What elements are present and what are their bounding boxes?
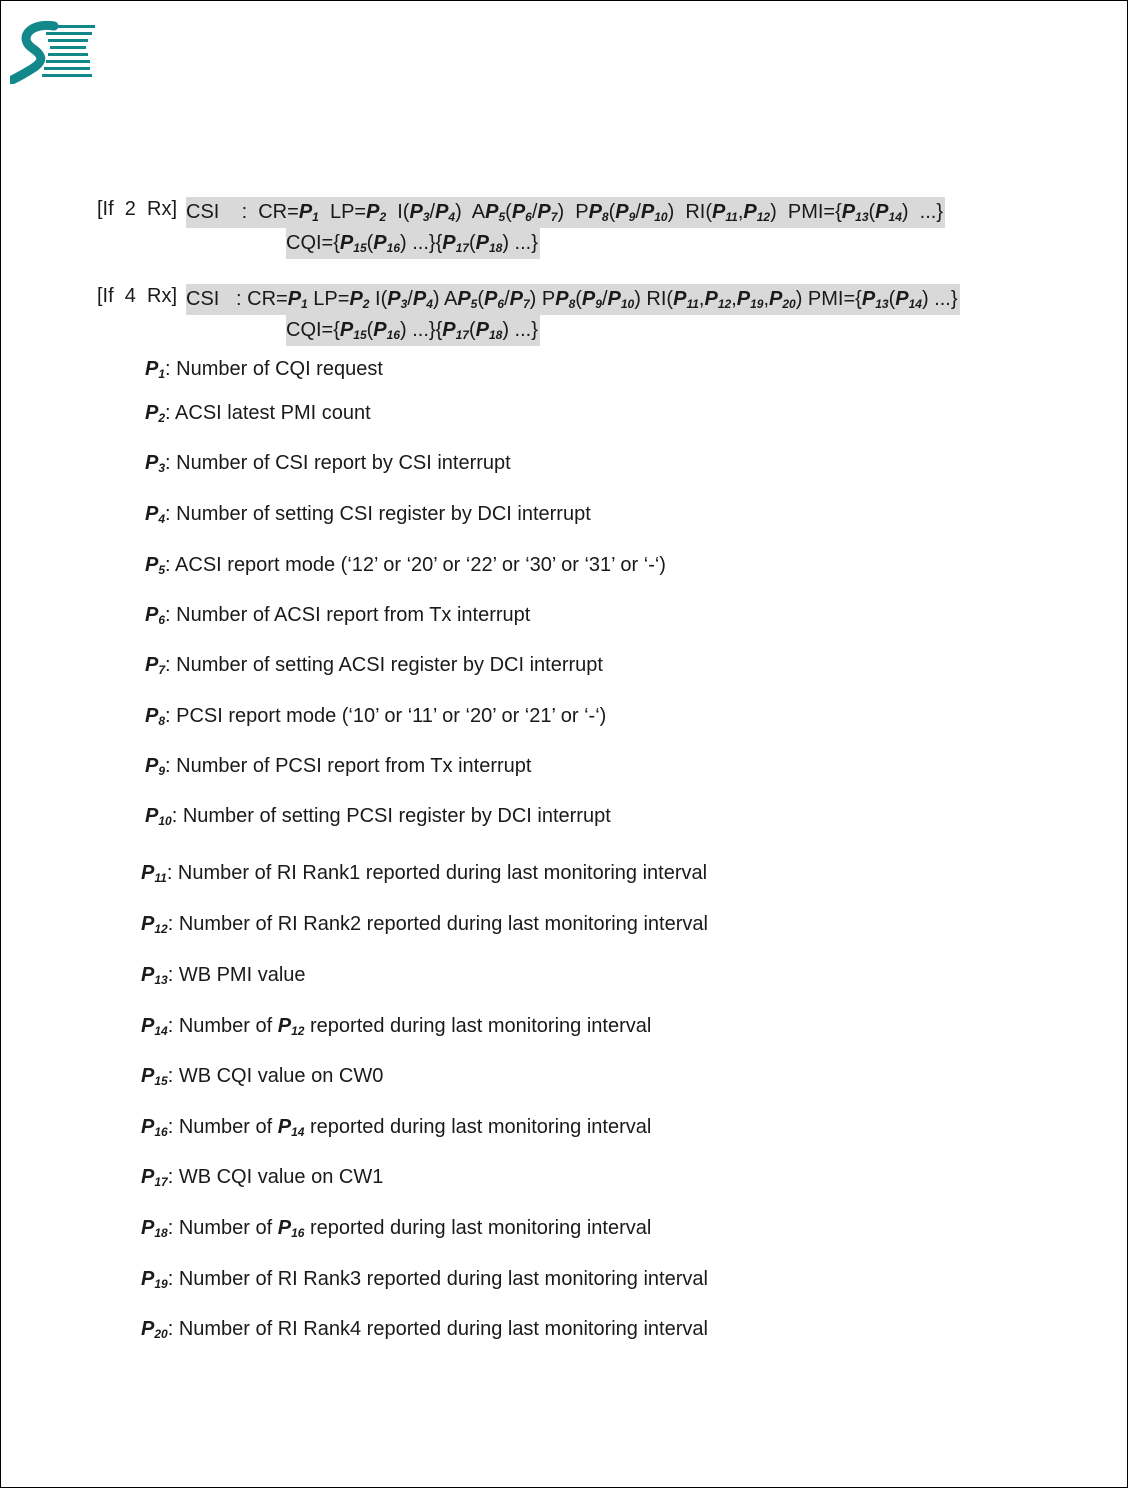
rx4-csi-line2 — [286, 315, 540, 346]
definition-param: $P_4$ — [145, 503, 166, 526]
definition-text: : Number of PCSI report from Tx interrupt — [165, 755, 532, 777]
definition-item — [145, 554, 666, 577]
param-token: $P_8$ — [588, 201, 609, 224]
definition-param: $P_8$ — [145, 705, 166, 728]
definition-text: : WB CQI value on CW0 — [167, 1065, 384, 1087]
definition-text: : Number of RI Rank4 reported during last monitoring interval — [167, 1318, 708, 1340]
param-token: $P_6$ — [511, 201, 532, 224]
param-token: $P_7$ — [537, 201, 558, 224]
definition-text: : Number of setting ACSI register by DCI interrupt — [165, 654, 603, 676]
definition-item — [145, 755, 531, 778]
param-token: $P_{12}$ — [277, 1015, 305, 1038]
definition-item — [141, 862, 707, 885]
definition-item — [145, 705, 606, 728]
rx4-label: [If 4 Rx] — [97, 285, 178, 307]
param-token: $P_{11}$ — [712, 201, 738, 224]
definition-param: $P_6$ — [145, 604, 166, 627]
definition-text: : ACSI report mode (‘12’ or ‘20’ or ‘22’ or ‘30’ or ‘31’ or ‘-‘) — [165, 554, 666, 576]
highlighted-code: $CQI=\{P_{15}(P_{16})$ $...\}\{P_{17}(P_{18})$ ...} — [286, 315, 540, 346]
param-token: $P_{18}$ — [475, 232, 503, 255]
definition-param: $P_1$ — [145, 358, 166, 381]
param-token: $P_{20}$ — [769, 288, 796, 311]
company-logo — [10, 20, 96, 84]
definition-param: $P_7$ — [145, 654, 166, 677]
definition-param: $P_3$ — [145, 452, 166, 475]
param-token: $P_1$ — [298, 201, 319, 224]
param-token: $P_{17}$ — [442, 232, 469, 255]
definition-text: : Number of setting CSI register by DCI interrupt — [165, 503, 591, 525]
param-token: $P_9$ — [615, 201, 636, 224]
definition-text: : Number of $P_{16}$ reported during last monitoring interval — [167, 1217, 652, 1240]
param-token: $P_{16}$ — [373, 232, 400, 255]
definition-param: $P_{18}$ — [141, 1217, 168, 1240]
definition-item — [141, 1116, 651, 1139]
definition-item — [141, 913, 708, 936]
definition-param: $P_{17}$ — [141, 1166, 168, 1189]
param-token: $P_2$ — [366, 201, 387, 224]
param-token: $P_{18}$ — [475, 319, 503, 342]
definition-text: : WB CQI value on CW1 — [167, 1166, 384, 1188]
param-token: $P_{10}$ — [640, 201, 668, 224]
definition-param: $P_{20}$ — [141, 1318, 168, 1341]
param-token: $P_{13}$ — [841, 201, 869, 224]
param-token: $P_{15}$ — [339, 232, 367, 255]
definition-text: : Number of $P_{12}$ reported during last monitoring interval — [167, 1015, 652, 1038]
definition-param: $P_{12}$ — [141, 913, 168, 936]
definition-item — [145, 503, 591, 526]
param-token: $P_1$ — [287, 288, 308, 311]
definition-param: $P_{14}$ — [141, 1015, 168, 1038]
param-token: $P_{17}$ — [442, 319, 469, 342]
highlighted-code: $CQI=\{P_{15}(P_{16})$ $...\}\{P_{17}(P_{18})$ ...} — [286, 228, 540, 259]
param-token: $P_3$ — [409, 201, 430, 224]
definition-item — [141, 1166, 383, 1189]
rx4-csi-line1 — [186, 284, 960, 315]
param-token: $P_9$ — [581, 288, 602, 311]
rx2-label: [If 2 Rx] — [97, 198, 178, 220]
param-token: $P_8$ — [555, 288, 576, 311]
definition-text: : WB PMI value — [167, 964, 306, 986]
param-token: $P_{12}$ — [743, 201, 771, 224]
definition-param: $P_5$ — [145, 554, 166, 577]
definition-item — [141, 1268, 708, 1291]
definition-param: $P_{13}$ — [141, 964, 168, 987]
param-token: $P_{15}$ — [339, 319, 367, 342]
param-token: $P_{16}$ — [373, 319, 400, 342]
definition-param: $P_{16}$ — [141, 1116, 168, 1139]
definition-item — [145, 358, 383, 381]
definition-item — [145, 452, 511, 475]
param-token: $P_{14}$ — [875, 201, 902, 224]
definition-item — [145, 654, 603, 677]
param-token: $P_{14}$ — [277, 1116, 305, 1139]
definition-param: $P_2$ — [145, 402, 166, 425]
definition-text: : Number of ACSI report from Tx interrupt — [165, 604, 531, 626]
definition-param: $P_{19}$ — [141, 1268, 168, 1291]
param-token: $P_{12}$ — [704, 288, 732, 311]
param-token: $P_5$ — [485, 201, 506, 224]
param-token: $P_4$ — [435, 201, 456, 224]
definition-text: : Number of CQI request — [165, 358, 383, 380]
param-token: $P_6$ — [484, 288, 505, 311]
definition-param: $P_{10}$ — [145, 805, 172, 828]
param-token: $P_{19}$ — [736, 288, 764, 311]
param-token: $P_{10}$ — [607, 288, 635, 311]
definition-item — [141, 1065, 383, 1088]
highlighted-code: CSI : $CR=P_1$ $LP=P_2$ $I(P_3/P_4)$ $AP_5(P_6/P_7)$ $PP_8(P_9/P_{10})$ $RI(P_{11},P_{12},P_{19},P_{20})$ $PMI=\{P_{13}(P_{14})$ ...} — [186, 284, 960, 315]
definition-param: $P_9$ — [145, 755, 166, 778]
highlighted-code: CSI : $CR=P_1$ $LP=P_2$ $I(P_3/P_4)$ $AP_5(P_6/P_7)$ $PP_8(P_9/P_{10})$ $RI(P_{11},P_{12})$ $PMI=\{P_{13}(P_{14})$ ...} — [186, 197, 945, 228]
rx2-csi-line2 — [286, 228, 540, 259]
param-token: $P_2$ — [349, 288, 370, 311]
param-token: $P_{14}$ — [895, 288, 922, 311]
param-token: $P_5$ — [457, 288, 478, 311]
definition-item — [141, 1015, 651, 1038]
definition-item — [145, 402, 371, 425]
definition-item — [145, 604, 530, 627]
definition-item — [145, 805, 611, 828]
definition-item — [141, 1318, 708, 1341]
definition-text: : Number of setting PCSI register by DCI interrupt — [171, 805, 611, 827]
param-token: $P_4$ — [412, 288, 433, 311]
definition-param: $P_{15}$ — [141, 1065, 168, 1088]
definition-text: : Number of RI Rank3 reported during last monitoring interval — [167, 1268, 708, 1290]
param-token: $P_{13}$ — [861, 288, 889, 311]
definition-text: : Number of CSI report by CSI interrupt — [165, 452, 511, 474]
definition-text: : Number of RI Rank1 reported during last monitoring interval — [166, 862, 708, 884]
definition-text: : Number of RI Rank2 reported during last monitoring interval — [167, 913, 708, 935]
definition-param: $P_{11}$ — [141, 862, 167, 885]
definition-text: : ACSI latest PMI count — [165, 402, 371, 424]
definition-text: : PCSI report mode (‘10’ or ‘11’ or ‘20’ or ‘21’ or ‘-‘) — [165, 705, 607, 727]
param-token: $P_{16}$ — [277, 1217, 305, 1240]
param-token: $P_3$ — [387, 288, 408, 311]
param-token: $P_7$ — [509, 288, 530, 311]
rx2-csi-line1 — [186, 197, 945, 228]
definition-item — [141, 964, 306, 987]
param-token: $P_{11}$ — [673, 288, 699, 311]
definition-text: : Number of $P_{14}$ reported during last monitoring interval — [167, 1116, 652, 1139]
definition-item — [141, 1217, 651, 1240]
